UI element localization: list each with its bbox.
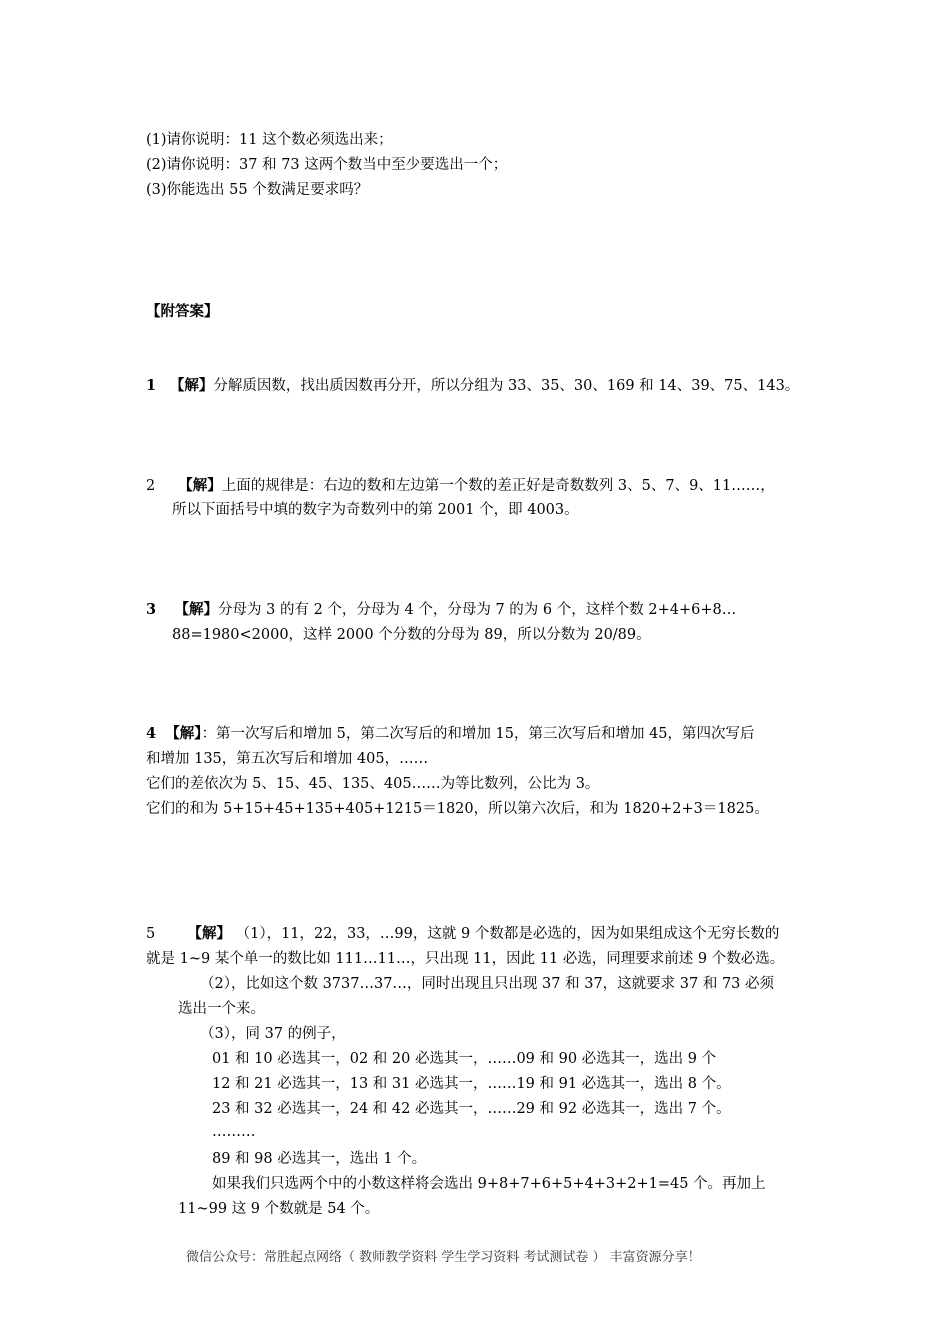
answer-1 [146, 376, 799, 396]
answer-2-number: 2 [146, 478, 156, 494]
answer-4-text-2: 和增加 135，第五次写后和增加 405，…… [146, 751, 429, 767]
answer-3 [146, 600, 736, 620]
answers-heading: 【附答案】 [146, 303, 219, 320]
answer-2-text-1: 上面的规律是：右边的数和左边第一个数的差正好是奇数数列 3、5、7、9、11……， [221, 478, 775, 494]
question-1: (1)请你说明：11 这个数必须选出来； [146, 132, 393, 148]
answer-1-tag: 【解】 [169, 377, 214, 394]
answer-4 [146, 724, 755, 744]
answer-3-text-2: 88=1980<2000，这样 2000 个分数的分母为 89，所以分数为 20/89。 [172, 627, 651, 643]
answer-4-text-1: ：第一次写后和增加 5，第二次写后的和增加 15，第三次写后和增加 45，第四次写后 [201, 726, 755, 742]
answer-2 [146, 476, 775, 496]
answer-1-text: 分解质因数，找出质因数再分开，所以分组为 33、35、30、169 和 14、39、75、143。 [213, 378, 800, 394]
answer-5-text-9: ……… [212, 1124, 256, 1140]
answer-3-number: 3 [146, 601, 157, 618]
answer-4-text-3: 它们的差依次为 5、15、45、135、405……为等比数列，公比为 3。 [146, 776, 600, 792]
answer-4-tag: 【解】 [165, 725, 202, 742]
answer-5-text-6: 01 和 10 必选其一，02 和 20 必选其一，……09 和 90 必选其一，选出 9 个 [212, 1051, 717, 1067]
answer-4-text-4: 它们的和为 5+15+45+135+405+1215＝1820，所以第六次后，和为 1820+2+3＝1825。 [146, 801, 769, 817]
answer-2-text-2: 所以下面括号中填的数字为奇数列中的第 2001 个，即 4003。 [172, 502, 579, 518]
answer-5-text-11: 如果我们只选两个中的小数这样将会选出 9+8+7+6+5+4+3+2+1=45 个。再加上 [212, 1176, 766, 1192]
answer-5-text-3: （2），比如这个数 3737…37…，同时出现且只出现 37 和 37，这就要求 37 和 73 必须 [200, 976, 775, 992]
answer-5-text-1: （1），11，22，33，…99，这就 9 个数都是必选的，因为如果组成这个无穷长数的 [235, 926, 780, 942]
question-3: (3)你能选出 55 个数满足要求吗？ [146, 182, 369, 198]
answer-5-text-2: 就是 1~9 某个单一的数比如 111…11…，只出现 11，因此 11 必选，同理要求前述 9 个数必选。 [146, 951, 785, 967]
answer-1-number: 1 [146, 377, 157, 394]
answer-5-text-4: 选出一个来。 [178, 1001, 265, 1017]
answer-3-text-1: 分母为 3 的有 2 个，分母为 4 个，分母为 7 的为 6 个，这样个数 2+4+6+8… [218, 602, 737, 618]
answer-5-text-8: 23 和 32 必选其一，24 和 42 必选其一，……29 和 92 必选其一，选出 7 个。 [212, 1101, 731, 1117]
question-2: (2)请你说明：37 和 73 这两个数当中至少要选出一个； [146, 157, 508, 173]
answer-4-number: 4 [146, 725, 157, 742]
answer-5-number: 5 [146, 926, 156, 942]
answer-2-tag: 【解】 [178, 477, 222, 494]
answer-5-text-12: 11~99 这 9 个数就是 54 个。 [178, 1201, 380, 1217]
answer-5-text-5: （3），同 37 的例子， [200, 1026, 346, 1042]
answer-3-tag: 【解】 [174, 601, 219, 618]
answer-5-text-7: 12 和 21 必选其一，13 和 31 必选其一，……19 和 91 必选其一，选出 8 个。 [212, 1076, 731, 1092]
page-footer: 微信公众号：常胜起点网络（ 教师教学资料 学生学习资料 考试测试卷 ） 丰富资源分享！ [186, 1250, 701, 1265]
answer-5-text-10: 89 和 98 必选其一，选出 1 个。 [212, 1151, 427, 1167]
answer-5 [146, 924, 779, 944]
answer-5-tag: 【解】 [187, 925, 231, 942]
